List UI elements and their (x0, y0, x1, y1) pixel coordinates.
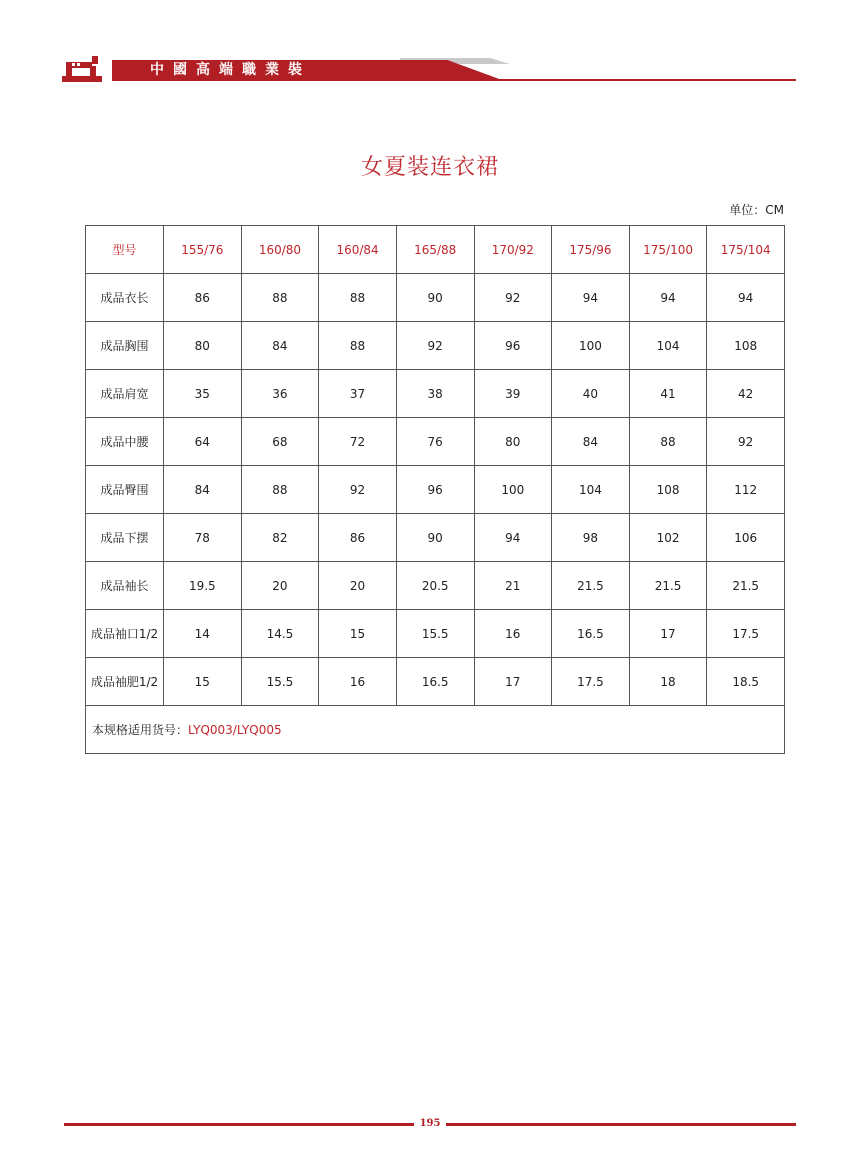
table-cell: 16 (319, 658, 397, 706)
table-cell: 88 (241, 466, 319, 514)
table-cell: 90 (396, 514, 474, 562)
header-brand: 中國高端職業裝 (150, 62, 311, 78)
table-cell: 15 (319, 610, 397, 658)
table-cell: 17.5 (552, 658, 630, 706)
row-label: 成品胸围 (86, 322, 164, 370)
row-label: 成品肩宽 (86, 370, 164, 418)
size-table (85, 225, 785, 754)
table-cell: 35 (164, 370, 242, 418)
table-cell: 21 (474, 562, 552, 610)
table-row (86, 322, 785, 370)
row-label: 成品袖口1/2 (86, 610, 164, 658)
size-header-cell: 165/88 (396, 226, 474, 274)
table-cell: 16 (474, 610, 552, 658)
table-cell: 20 (241, 562, 319, 610)
table-cell: 82 (241, 514, 319, 562)
table-row (86, 370, 785, 418)
table-cell: 84 (241, 322, 319, 370)
size-header-cell: 170/92 (474, 226, 552, 274)
size-header-label: 型号 (86, 226, 164, 274)
table-cell: 78 (164, 514, 242, 562)
header-rule (112, 79, 796, 81)
table-header-row (86, 226, 785, 274)
size-header-cell: 175/96 (552, 226, 630, 274)
table-row (86, 466, 785, 514)
table-cell: 102 (629, 514, 707, 562)
table-cell: 21.5 (707, 562, 785, 610)
table-cell: 88 (319, 274, 397, 322)
table-cell: 15 (164, 658, 242, 706)
size-header-cell: 175/100 (629, 226, 707, 274)
table-cell: 86 (164, 274, 242, 322)
note-label: 本规格适用货号： (92, 723, 189, 737)
table-cell: 104 (552, 466, 630, 514)
table-cell: 14.5 (241, 610, 319, 658)
table-cell: 18 (629, 658, 707, 706)
table-cell: 42 (707, 370, 785, 418)
size-header-cell: 160/80 (241, 226, 319, 274)
table-cell: 17 (474, 658, 552, 706)
row-label: 成品袖长 (86, 562, 164, 610)
table-cell: 21.5 (629, 562, 707, 610)
table-cell: 80 (164, 322, 242, 370)
unit-label: 单位：CM (729, 203, 784, 217)
size-header-cell: 175/104 (707, 226, 785, 274)
table-cell: 20 (319, 562, 397, 610)
table-cell: 88 (241, 274, 319, 322)
table-cell: 100 (474, 466, 552, 514)
table-row (86, 514, 785, 562)
table-cell: 72 (319, 418, 397, 466)
page-title: 女夏装连衣裙 (360, 155, 499, 180)
table-cell: 20.5 (396, 562, 474, 610)
table-cell: 17 (629, 610, 707, 658)
table-cell: 88 (319, 322, 397, 370)
table-cell: 38 (396, 370, 474, 418)
row-label: 成品臀围 (86, 466, 164, 514)
page-number: 195 (414, 1116, 446, 1132)
table-cell: 36 (241, 370, 319, 418)
table-cell: 92 (396, 322, 474, 370)
table-cell: 15.5 (241, 658, 319, 706)
table-row (86, 562, 785, 610)
table-cell: 94 (552, 274, 630, 322)
table-cell: 92 (319, 466, 397, 514)
table-cell: 37 (319, 370, 397, 418)
table-cell: 21.5 (552, 562, 630, 610)
table-cell: 84 (164, 466, 242, 514)
size-header-cell: 155/76 (164, 226, 242, 274)
table-cell: 41 (629, 370, 707, 418)
table-cell: 106 (707, 514, 785, 562)
table-cell: 94 (474, 514, 552, 562)
table-cell: 39 (474, 370, 552, 418)
row-label: 成品下摆 (86, 514, 164, 562)
table-cell: 88 (629, 418, 707, 466)
table-cell: 84 (552, 418, 630, 466)
table-cell: 40 (552, 370, 630, 418)
table-cell: 112 (707, 466, 785, 514)
table-cell: 108 (707, 322, 785, 370)
table-cell: 108 (629, 466, 707, 514)
table-cell: 14 (164, 610, 242, 658)
note-product-code: LYQ003/LYQ005 (188, 723, 282, 737)
note-cell (86, 706, 785, 754)
table-cell: 90 (396, 274, 474, 322)
table-cell: 98 (552, 514, 630, 562)
table-cell: 18.5 (707, 658, 785, 706)
table-cell: 92 (707, 418, 785, 466)
table-row (86, 610, 785, 658)
table-cell: 17.5 (707, 610, 785, 658)
table-cell: 68 (241, 418, 319, 466)
row-label: 成品中腰 (86, 418, 164, 466)
table-cell: 94 (629, 274, 707, 322)
table-row (86, 658, 785, 706)
table-cell: 92 (474, 274, 552, 322)
table-cell: 15.5 (396, 610, 474, 658)
table-cell: 16.5 (396, 658, 474, 706)
table-cell: 64 (164, 418, 242, 466)
table-cell: 16.5 (552, 610, 630, 658)
table-row (86, 274, 785, 322)
row-label: 成品袖肥1/2 (86, 658, 164, 706)
table-row (86, 418, 785, 466)
table-cell: 80 (474, 418, 552, 466)
table-cell: 94 (707, 274, 785, 322)
table-cell: 104 (629, 322, 707, 370)
table-cell: 19.5 (164, 562, 242, 610)
table-cell: 96 (396, 466, 474, 514)
table-cell: 100 (552, 322, 630, 370)
sewing-machine-icon (62, 56, 102, 82)
size-header-cell: 160/84 (319, 226, 397, 274)
table-cell: 96 (474, 322, 552, 370)
table-cell: 76 (396, 418, 474, 466)
row-label: 成品衣长 (86, 274, 164, 322)
note-row (86, 706, 785, 754)
table-cell: 86 (319, 514, 397, 562)
